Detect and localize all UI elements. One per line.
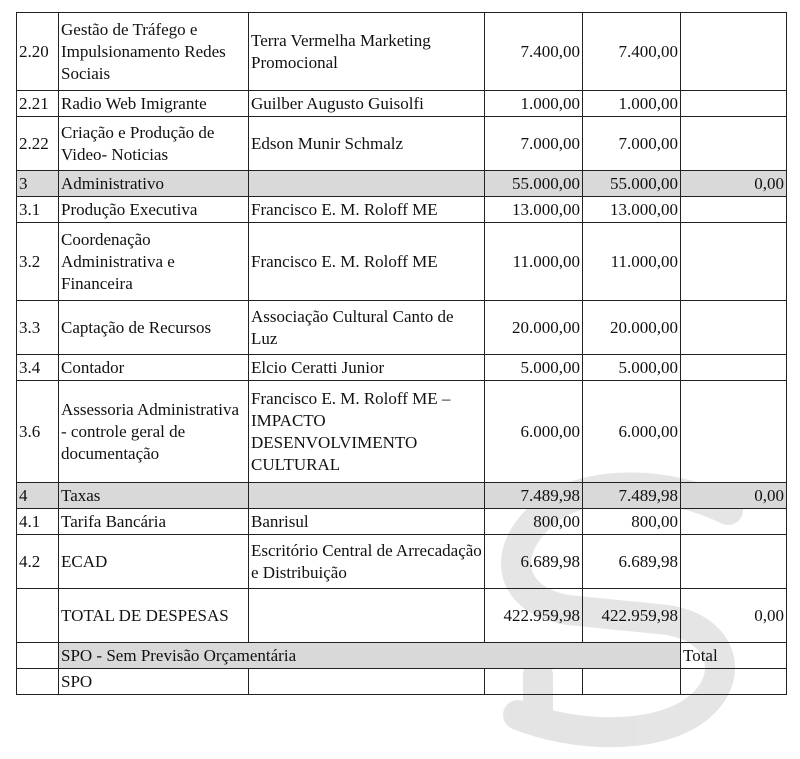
item-code	[17, 589, 59, 643]
value-budgeted: 6.689,98	[485, 535, 583, 589]
value-approved: 11.000,00	[583, 223, 681, 301]
item-description: ECAD	[59, 535, 249, 589]
table-row	[17, 535, 787, 589]
value-budgeted: 6.000,00	[485, 381, 583, 483]
value-approved: 13.000,00	[583, 197, 681, 223]
table-row	[17, 117, 787, 171]
value-budgeted: 11.000,00	[485, 223, 583, 301]
supplier-name: Guilber Augusto Guisolfi	[249, 91, 485, 117]
item-code: 3	[17, 171, 59, 197]
value-budgeted: 7.489,98	[485, 483, 583, 509]
section-row	[17, 171, 787, 197]
value-approved: 6.689,98	[583, 535, 681, 589]
table-row	[17, 223, 787, 301]
item-description: Coordenação Administrativa e Financeira	[59, 223, 249, 301]
item-code	[17, 643, 59, 669]
supplier-name: Associação Cultural Canto de Luz	[249, 301, 485, 355]
value-budgeted: 1.000,00	[485, 91, 583, 117]
table-row	[17, 509, 787, 535]
item-description: Contador	[59, 355, 249, 381]
value-approved: 5.000,00	[583, 355, 681, 381]
value-difference	[681, 301, 787, 355]
supplier-name	[249, 589, 485, 643]
table-row	[17, 91, 787, 117]
table-row	[17, 13, 787, 91]
value-difference	[681, 91, 787, 117]
table-row	[17, 301, 787, 355]
table-row	[17, 589, 787, 643]
item-code: 4	[17, 483, 59, 509]
item-description: Criação e Produção de Video- Noticias	[59, 117, 249, 171]
item-code: 3.6	[17, 381, 59, 483]
empty-cell	[583, 669, 681, 695]
table-row	[17, 355, 787, 381]
spo-header-row	[17, 643, 787, 669]
value-budgeted: 20.000,00	[485, 301, 583, 355]
value-difference	[681, 535, 787, 589]
value-difference: 0,00	[681, 171, 787, 197]
value-difference: 0,00	[681, 589, 787, 643]
value-approved: 7.400,00	[583, 13, 681, 91]
item-description: Gestão de Tráfego e Impulsionamento Redes Sociais	[59, 13, 249, 91]
supplier-name: Francisco E. M. Roloff ME	[249, 197, 485, 223]
value-difference: 0,00	[681, 483, 787, 509]
value-budgeted: 422.959,98	[485, 589, 583, 643]
value-difference	[681, 117, 787, 171]
supplier-name: Francisco E. M. Roloff ME	[249, 223, 485, 301]
value-approved: 20.000,00	[583, 301, 681, 355]
spo-total-header: Total	[681, 643, 787, 669]
spo-item: SPO	[59, 669, 249, 695]
budget-table	[16, 12, 787, 695]
value-difference	[681, 223, 787, 301]
item-code: 3.2	[17, 223, 59, 301]
value-difference	[681, 509, 787, 535]
spo-row	[17, 669, 787, 695]
value-difference	[681, 381, 787, 483]
item-description: Assessoria Administrativa - controle geral de documentação	[59, 381, 249, 483]
value-approved: 7.000,00	[583, 117, 681, 171]
value-budgeted: 800,00	[485, 509, 583, 535]
item-description: Radio Web Imigrante	[59, 91, 249, 117]
value-difference	[681, 355, 787, 381]
value-approved: 800,00	[583, 509, 681, 535]
supplier-name	[249, 171, 485, 197]
item-code: 3.4	[17, 355, 59, 381]
item-code: 2.22	[17, 117, 59, 171]
spo-label: SPO - Sem Previsão Orçamentária	[59, 643, 681, 669]
value-budgeted: 7.000,00	[485, 117, 583, 171]
supplier-name: Terra Vermelha Marketing Promocional	[249, 13, 485, 91]
supplier-name: Banrisul	[249, 509, 485, 535]
item-code: 4.1	[17, 509, 59, 535]
value-approved: 1.000,00	[583, 91, 681, 117]
item-description: Tarifa Bancária	[59, 509, 249, 535]
value-budgeted: 5.000,00	[485, 355, 583, 381]
value-difference	[681, 197, 787, 223]
empty-cell	[485, 669, 583, 695]
empty-cell	[17, 669, 59, 695]
item-description: Administrativo	[59, 171, 249, 197]
item-code: 3.1	[17, 197, 59, 223]
item-description: Captação de Recursos	[59, 301, 249, 355]
supplier-name	[249, 483, 485, 509]
supplier-name: Escritório Central de Arrecadação e Distribuição	[249, 535, 485, 589]
item-code: 2.20	[17, 13, 59, 91]
empty-cell	[249, 669, 485, 695]
empty-cell	[681, 669, 787, 695]
table-row	[17, 197, 787, 223]
item-description: TOTAL DE DESPESAS	[59, 589, 249, 643]
item-description: Produção Executiva	[59, 197, 249, 223]
value-budgeted: 55.000,00	[485, 171, 583, 197]
value-budgeted: 7.400,00	[485, 13, 583, 91]
supplier-name: Elcio Ceratti Junior	[249, 355, 485, 381]
item-description: Taxas	[59, 483, 249, 509]
supplier-name: Edson Munir Schmalz	[249, 117, 485, 171]
value-budgeted: 13.000,00	[485, 197, 583, 223]
supplier-name: Francisco E. M. Roloff ME – IMPACTO DESENVOLVIMENTO CULTURAL	[249, 381, 485, 483]
value-approved: 422.959,98	[583, 589, 681, 643]
value-difference	[681, 13, 787, 91]
value-approved: 7.489,98	[583, 483, 681, 509]
value-approved: 55.000,00	[583, 171, 681, 197]
value-approved: 6.000,00	[583, 381, 681, 483]
item-code: 2.21	[17, 91, 59, 117]
table-row	[17, 381, 787, 483]
item-code: 3.3	[17, 301, 59, 355]
item-code: 4.2	[17, 535, 59, 589]
section-row	[17, 483, 787, 509]
